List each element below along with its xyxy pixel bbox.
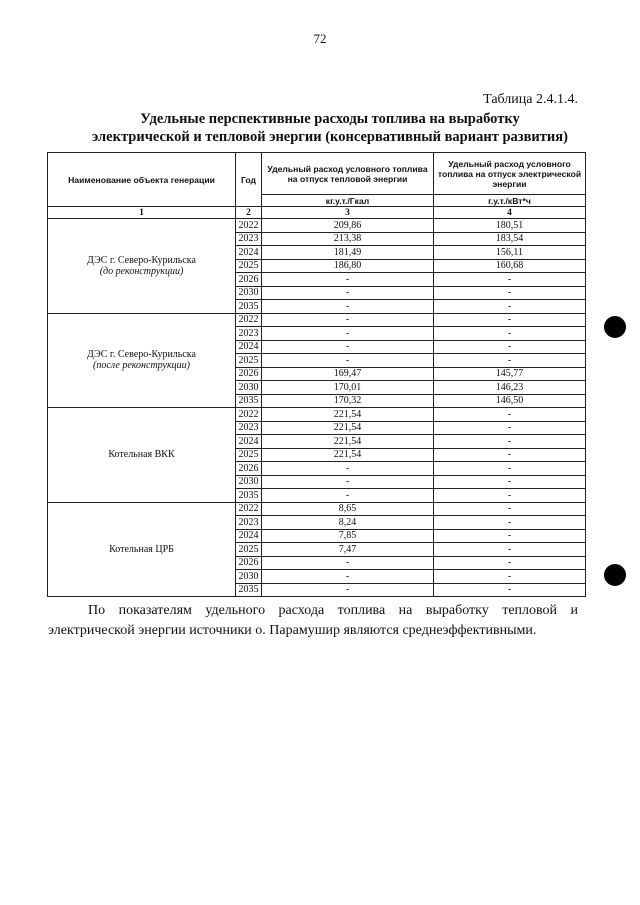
heat-value-cell: - (262, 327, 434, 341)
elec-value-cell: 183,54 (434, 232, 586, 246)
year-cell: 2023 (236, 516, 262, 530)
heat-value-cell: - (262, 462, 434, 476)
year-cell: 2025 (236, 354, 262, 368)
elec-value-cell: - (434, 327, 586, 341)
year-cell: 2024 (236, 529, 262, 543)
heat-value-cell: 209,86 (262, 219, 434, 233)
object-name: ДЭС г. Северо-Курильска (87, 349, 196, 361)
binder-hole-mark (604, 316, 626, 338)
year-cell: 2023 (236, 232, 262, 246)
title-line-2: электрической и тепловой энергии (консервативный вариант развития) (92, 129, 568, 145)
object-name-cell (48, 219, 236, 314)
elec-value-cell: - (434, 354, 586, 368)
object-name-cell (48, 313, 236, 408)
object-name-cell (48, 502, 236, 597)
year-cell: 2024 (236, 435, 262, 449)
heat-value-cell: - (262, 556, 434, 570)
elec-value-cell: - (434, 556, 586, 570)
elec-value-cell: - (434, 543, 586, 557)
year-cell: 2026 (236, 273, 262, 287)
elec-value-cell: - (434, 313, 586, 327)
heat-value-cell: - (262, 300, 434, 314)
elec-value-cell: - (434, 421, 586, 435)
binder-hole-mark (604, 564, 626, 586)
year-cell: 2026 (236, 462, 262, 476)
year-cell: 2025 (236, 259, 262, 273)
heat-value-cell: 221,54 (262, 435, 434, 449)
elec-value-cell: 145,77 (434, 367, 586, 381)
elec-value-cell: - (434, 489, 586, 503)
heat-value-cell: 221,54 (262, 421, 434, 435)
header-elec-unit: г.у.т./кВт*ч (434, 195, 586, 207)
year-cell: 2035 (236, 489, 262, 503)
year-cell: 2026 (236, 367, 262, 381)
col-number-2: 2 (236, 207, 262, 219)
table-row (48, 313, 586, 327)
year-cell: 2026 (236, 556, 262, 570)
object-name: ДЭС г. Северо-Курильска (87, 254, 196, 266)
elec-value-cell: - (434, 408, 586, 422)
col-number-1: 1 (48, 207, 236, 219)
elec-value-cell: - (434, 448, 586, 462)
heat-value-cell: 170,01 (262, 381, 434, 395)
object-name-cell (48, 408, 236, 503)
heat-value-cell: - (262, 286, 434, 300)
conclusion-paragraph: По показателям удельного расхода топлива на выработку тепловой и электрической энергии источники о. Парамушир являются среднеэффективными. (48, 603, 578, 638)
year-cell: 2022 (236, 313, 262, 327)
fuel-consumption-table (47, 152, 586, 597)
header-object-name: Наименование объекта генерации (48, 153, 236, 207)
heat-value-cell: 221,54 (262, 448, 434, 462)
table-row (48, 502, 586, 516)
heat-value-cell: 8,24 (262, 516, 434, 530)
elec-value-cell: - (434, 435, 586, 449)
header-heat: Удельный расход условного топлива на отпуск тепловой энергии (262, 153, 434, 195)
heat-value-cell: 169,47 (262, 367, 434, 381)
elec-value-cell: 146,23 (434, 381, 586, 395)
heat-value-cell: 186,80 (262, 259, 434, 273)
elec-value-cell: - (434, 462, 586, 476)
year-cell: 2030 (236, 570, 262, 584)
elec-value-cell: 146,50 (434, 394, 586, 408)
year-cell: 2025 (236, 448, 262, 462)
header-heat-unit: кг.у.т./Гкал (262, 195, 434, 207)
year-cell: 2035 (236, 300, 262, 314)
elec-value-cell: - (434, 570, 586, 584)
heat-value-cell: - (262, 489, 434, 503)
title-line-1: Удельные перспективные расходы топлива на выработку (140, 111, 520, 127)
header-elec: Удельный расход условного топлива на отпуск электрической энергии (434, 153, 586, 195)
elec-value-cell: 180,51 (434, 219, 586, 233)
heat-value-cell: - (262, 570, 434, 584)
table-row (48, 219, 586, 233)
heat-value-cell: - (262, 340, 434, 354)
col-number-4: 4 (434, 207, 586, 219)
table-body (48, 219, 586, 597)
elec-value-cell: 160,68 (434, 259, 586, 273)
elec-value-cell: - (434, 273, 586, 287)
heat-value-cell: 7,47 (262, 543, 434, 557)
year-cell: 2023 (236, 421, 262, 435)
heat-value-cell: 170,32 (262, 394, 434, 408)
year-cell: 2025 (236, 543, 262, 557)
table-title (40, 110, 620, 146)
year-cell: 2024 (236, 340, 262, 354)
elec-value-cell: - (434, 340, 586, 354)
heat-value-cell: - (262, 475, 434, 489)
heat-value-cell: 7,85 (262, 529, 434, 543)
year-cell: 2030 (236, 381, 262, 395)
elec-value-cell: - (434, 286, 586, 300)
header-year: Год (236, 153, 262, 207)
year-cell: 2022 (236, 219, 262, 233)
heat-value-cell: - (262, 313, 434, 327)
object-state: (после реконструкции) (93, 360, 190, 372)
heat-value-cell: - (262, 273, 434, 287)
elec-value-cell: - (434, 502, 586, 516)
year-cell: 2022 (236, 502, 262, 516)
year-cell: 2023 (236, 327, 262, 341)
elec-value-cell: - (434, 516, 586, 530)
object-state: (до реконструкции) (99, 265, 184, 277)
elec-value-cell: - (434, 583, 586, 597)
heat-value-cell: - (262, 583, 434, 597)
table-number: Таблица 2.4.1.4. (483, 92, 578, 107)
elec-value-cell: - (434, 529, 586, 543)
heat-value-cell: 221,54 (262, 408, 434, 422)
table-row (48, 408, 586, 422)
year-cell: 2024 (236, 246, 262, 260)
heat-value-cell: 181,49 (262, 246, 434, 260)
heat-value-cell: 8,65 (262, 502, 434, 516)
elec-value-cell: - (434, 300, 586, 314)
heat-value-cell: - (262, 354, 434, 368)
year-cell: 2035 (236, 394, 262, 408)
col-number-3: 3 (262, 207, 434, 219)
elec-value-cell: - (434, 475, 586, 489)
page-number: 72 (313, 31, 327, 46)
object-name: Котельная ВКК (108, 449, 175, 461)
year-cell: 2030 (236, 475, 262, 489)
year-cell: 2022 (236, 408, 262, 422)
heat-value-cell: 213,38 (262, 232, 434, 246)
object-name: Котельная ЦРБ (109, 543, 174, 555)
year-cell: 2030 (236, 286, 262, 300)
elec-value-cell: 156,11 (434, 246, 586, 260)
year-cell: 2035 (236, 583, 262, 597)
